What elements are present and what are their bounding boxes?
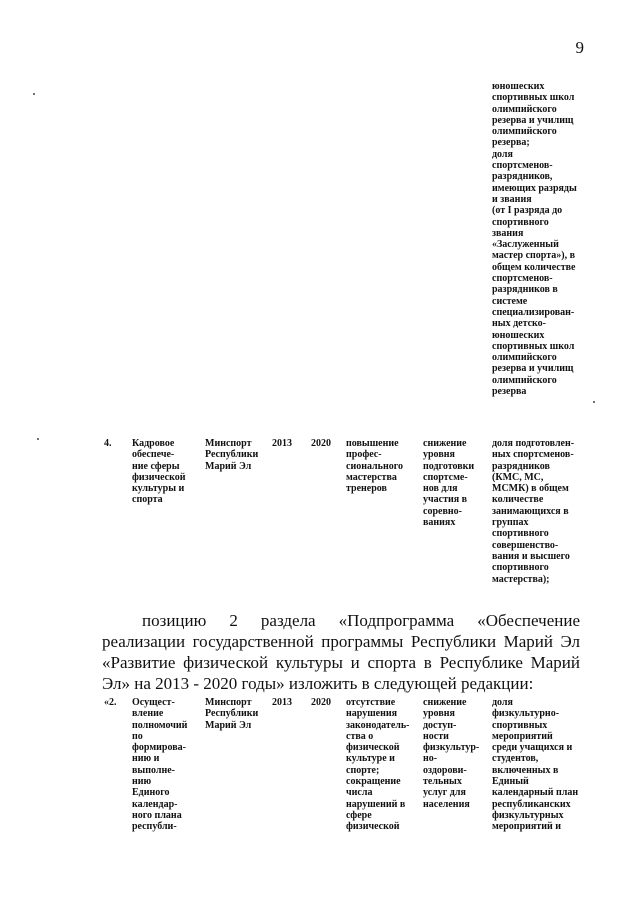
row-number: «2. [104,697,117,708]
event-name-cell: Кадровое обеспече- ние сферы физической культуры и спорта [132,438,186,506]
indicator-continuation-cell: юношеских спортивных школ олимпийского резерва и училищ олимпийского резерва; доля спортсменов- разрядников, имеющих разряды и звания (от I разряда до спортивного звания «Заслуженный мастер спорта»), в общем количестве спортсменов- разрядников в системе специализирован- ных детско- юношеских спортивных школ олимпийского резерва и училищ олимпийского резерва [492,81,577,398]
indicator-cell: доля подготовлен- ных спортсменов- разрядников (КМС, МС, МСМК) в общем количестве занимающихся в группах спортивного совершенство- вания и высшего спортивного мастерства); [492,438,575,585]
executor-cell: Минспорт Республики Марий Эл [205,697,259,731]
indicator-cell: доля физкультурно- спортивных мероприятий среди учащихся и студентов, включенных в Единый календарный план республиканских физкультурных мероприятий и [492,697,579,833]
scan-speck [593,401,595,403]
scan-speck [37,438,39,440]
row-number: 4. [104,438,112,449]
consequence-cell: снижение уровня доступ- ности физкультур- но- оздорови- тельных услуг для населения [423,697,480,810]
event-name-cell: Осущест- вление полномочий по формирова- нию и выполне- нию Единого календар- ного плана республи- [132,697,188,833]
start-year-cell: 2013 [272,697,292,708]
page-number: 9 [575,38,584,57]
scan-speck [33,93,35,95]
end-year-cell: 2020 [311,697,331,708]
expected-result-cell: повышение профес- сионального мастерства тренеров [346,438,404,495]
expected-result-cell: отсутствие нарушения законодатель- ства о физической культуре и спорте; сокращение числа нарушений в сфере физической [346,697,410,833]
amendment-text: позицию 2 раздела «Подпрограмма «Обеспечение реализации государственной программы Республики Марий Эл «Развитие физической культуры и спорта в Республике Марий Эл» на 2013 - 2020 годы» изложить в следующей редакции: [102,611,580,693]
start-year-cell: 2013 [272,438,292,449]
amendment-paragraph [102,610,580,694]
executor-cell: Минспорт Республики Марий Эл [205,438,259,472]
consequence-cell: снижение уровня подготовки спортсме- нов для участия в соревно- ваниях [423,438,475,529]
end-year-cell: 2020 [311,438,331,449]
